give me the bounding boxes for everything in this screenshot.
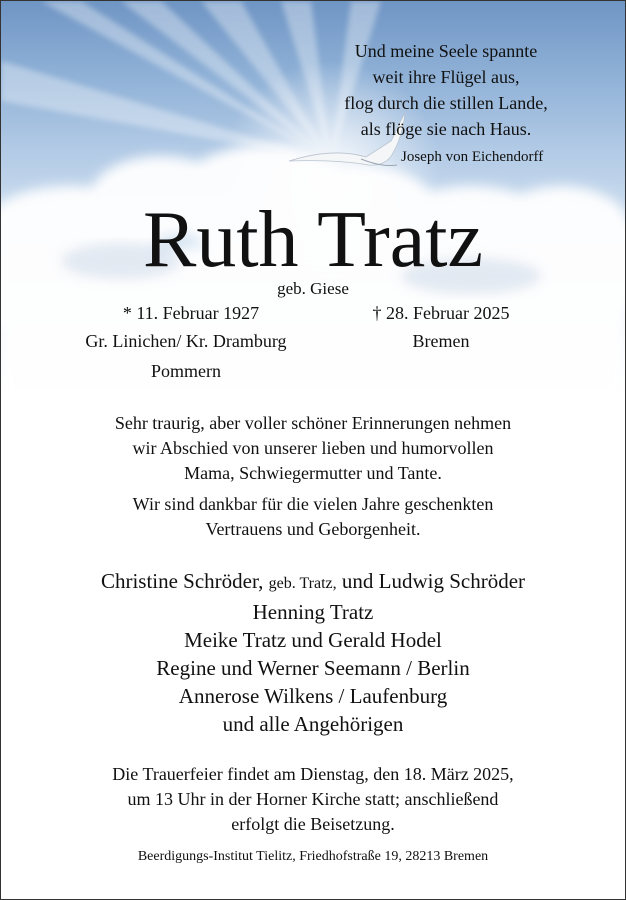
message-line: Vertrauens und Geborgenheit. xyxy=(205,519,421,539)
funeral-line: um 13 Uhr in der Horner Kirche statt; anschließend xyxy=(127,789,499,809)
family-list xyxy=(1,567,625,738)
message-line: Mama, Schwiegermutter und Tante. xyxy=(184,463,442,483)
family-line: Regine und Werner Seemann / Berlin xyxy=(156,656,470,680)
family-line: und alle Angehörigen xyxy=(222,712,404,736)
poem-line: Und meine Seele spannte xyxy=(354,41,538,61)
message-paragraph-1 xyxy=(1,411,625,486)
family-maiden-name: geb. Tratz, xyxy=(268,575,337,592)
family-line: Annerose Wilkens / Laufenburg xyxy=(178,684,448,708)
family-line: Meike Tratz und Gerald Hodel xyxy=(184,628,442,652)
death-date: † 28. Februar 2025 xyxy=(372,303,510,323)
poem-author: Joseph von Eichendorff xyxy=(401,149,544,165)
death-place: Bremen xyxy=(412,331,470,351)
funeral-line: Die Trauerfeier findet am Dienstag, den 18. März 2025, xyxy=(112,764,514,784)
family-line: Henning Tratz xyxy=(252,600,374,624)
funeral-line: erfolgt die Beisetzung. xyxy=(231,814,395,834)
poem-line: flog durch die stillen Lande, xyxy=(344,93,548,113)
funeral-home-footer: Beerdigungs-Institut Tielitz, Friedhofstraße 19, 28213 Bremen xyxy=(137,849,489,864)
funeral-info xyxy=(1,762,625,837)
poem-line: weit ihre Flügel aus, xyxy=(372,67,520,87)
family-name: Christine Schröder, xyxy=(100,569,264,593)
birth-date: * 11. Februar 1927 xyxy=(122,303,260,323)
message-line: Wir sind dankbar für die vielen Jahre geschenkten xyxy=(132,494,494,514)
message-line: wir Abschied von unserer lieben und humorvollen xyxy=(132,438,494,458)
birth-region: Pommern xyxy=(151,361,221,381)
poem xyxy=(331,38,561,142)
poem-line: als flöge sie nach Haus. xyxy=(360,119,532,139)
family-name: und Ludwig Schröder xyxy=(341,569,526,593)
family-line xyxy=(1,567,625,598)
deceased-name: Ruth Tratz xyxy=(142,196,484,284)
maiden-name: geb. Giese xyxy=(277,279,349,298)
message-paragraph-2 xyxy=(1,492,625,542)
birth-place: Gr. Linichen/ Kr. Dramburg xyxy=(85,331,287,351)
message-line: Sehr traurig, aber voller schöner Erinnerungen nehmen xyxy=(114,413,512,433)
